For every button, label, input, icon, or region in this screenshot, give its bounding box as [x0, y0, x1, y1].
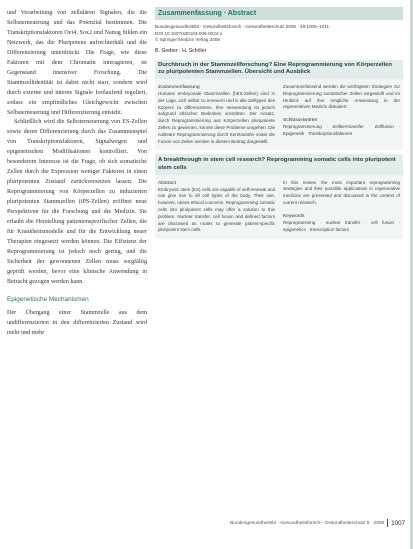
body-paragraph: Schließlich wird die Selbsterneuerung von ES-Zellen sowie deren Differenzierung durch das Zusammenspiel von Transkriptionsfaktoren, Signalwegen und epigenetischen Modifikationen kontrolliert. Von besonderem Interesse ist die Frage, ob sich somatische Zellen durch die Expression weniger Faktoren in einen pluripotenten Zustand zurückversetzen lassen. Die Reprogrammierung von Körperzellen zu induzierten pluripotenten Stammzellen (iPS-Zellen) eröffnet neue Perspektiven für die Forschung und die Medizin. Sie erlaubt die Herstellung patientenspezifischer Zellen, die für Krankheitsmodelle und für die Entwicklung neuer Therapien eingesetzt werden können. Die Effizienz der Reprogrammierung ist jedoch noch gering, und die Sicherheit der gewonnenen Zellen muss sorgfältig geprüft werden, bevor eine klinische Anwendung in Betracht gezogen werden kann. — [7, 119, 147, 285]
english-abstract — [155, 175, 403, 240]
german-abstract-left — [158, 84, 275, 145]
doi-line: DOI 10.1007/s00103-006-0024-x — [155, 30, 223, 36]
german-abstract-right — [283, 84, 400, 145]
abstract-column — [155, 7, 403, 239]
journal-footer: Bundesgesundheitsbl - Gesundheitsforsch - Gesundheitsschutz 9 · 2006 — [230, 520, 385, 526]
english-keywords: Reprogramming · nuclear transfer · cell fusion · epigenetics · transcription factors — [283, 219, 400, 232]
english-abstract-left — [158, 180, 275, 235]
page-number: 1007 — [391, 519, 405, 527]
section-heading: Epigenetische Mechanismen — [7, 295, 89, 303]
abstract-header-title: Zusammenfassung · Abstract — [155, 7, 403, 20]
german-abstract-text: Humane embryonale Stammzellen (hES-Zellen) sind in der Lage, sich selbst zu erneuern und in alle Zelltypen des Körpers zu differenzieren. Ihre Verwendung ist jedoch aufgrund ethischer Bedenken umstritten. Der Ansatz, durch Reprogrammierung aus Körperzellen pluripotente Zellen zu gewinnen, könnte diese Probleme umgehen. Die nukleäre Reprogrammierung durch Kerntransfer sowie die Fusion von Zellen werden in diesem Beitrag dargestellt. — [158, 90, 275, 144]
page-footer — [205, 519, 405, 527]
authors: B. Greber · H. Schöler — [155, 47, 207, 54]
body-paragraph: Der Übergang einer Stammzelle aus dem undifferenzierten in den differenzierten Zustand wird mehr und mehr — [7, 309, 147, 336]
german-abstract-text-continued: Zusammenfassend werden die wichtigsten Strategien zur Reprogrammierung somatischer Zellen vorgestellt und im Hinblick auf ihre mögliche Anwendung in der regenerativen Medizin diskutiert. — [283, 83, 400, 110]
citation-block — [155, 24, 403, 44]
left-column — [7, 9, 147, 339]
german-keywords-heading: Schlüsselwörter — [283, 118, 318, 124]
footer-divider — [387, 519, 388, 527]
english-abstract-heading: Abstract — [158, 180, 176, 186]
german-title: Durchbruch in der Stammzellforschung? Eine Reprogrammierung von Körperzellen zu pluripotenten Stammzellen. Übersicht und Ausblick — [155, 60, 403, 79]
body-paragraph: und Verarbeitung von zellulären Signalen, die die Selbsterneuerung und das Potenzial bestimmen. Die Transkriptionsfaktoren Oct4, Sox2 und Nanog bilden ein Netzwerk, das die Pluripotenz aufrechterhält und die Differenzierung unterdrückt. Die Frage, wie diese Faktoren mit dem Chromatin interagieren, ist Gegenstand intensiver Forschung. Die Stammzellidentität ist dabei nicht starr, sondern wird durch externe und interne Signale fortlaufend reguliert, sodass ein empfindliches Gleichgewicht zwischen Selbsterneuerung und Differenzierung entsteht. — [7, 10, 147, 116]
english-abstract-text-continued: In this review, the most important reprogramming strategies and their possible applications in regenerative medicine are presented and discussed in the context of current research. — [283, 179, 400, 205]
english-abstract-right — [283, 180, 400, 235]
german-abstract-heading: Zusammenfassung — [158, 84, 200, 90]
copyright-line: © Springer Medizin Verlag 2006 — [155, 37, 220, 43]
german-keywords: Reprogrammierung · Zellkerntransfer · Zellfusion · Epigenetik · Transkriptionsfaktoren — [283, 124, 400, 136]
english-keywords-heading: Keywords — [283, 213, 305, 219]
english-title: A breakthrough in stem cell research? Reprogramming somatic cells into pluripotent stem cells — [155, 154, 403, 174]
citation-line: Bundesgesundheitsbl - Gesundheitsforsch - Gesundheitsschutz 2006 · 49:1005–1011 — [155, 24, 330, 29]
german-abstract — [155, 79, 403, 150]
english-abstract-text: Embryonic stem (ES) cells are capable of self-renewal and can give rise to all cell types of the body. Their use, however, raises ethical concerns. Reprogramming somatic cells into pluripotent cells may offer a solution to this problem. Nuclear transfer, cell fusion and defined factors are discussed as routes to generate patient-specific pluripotent stem cells. — [158, 186, 275, 233]
